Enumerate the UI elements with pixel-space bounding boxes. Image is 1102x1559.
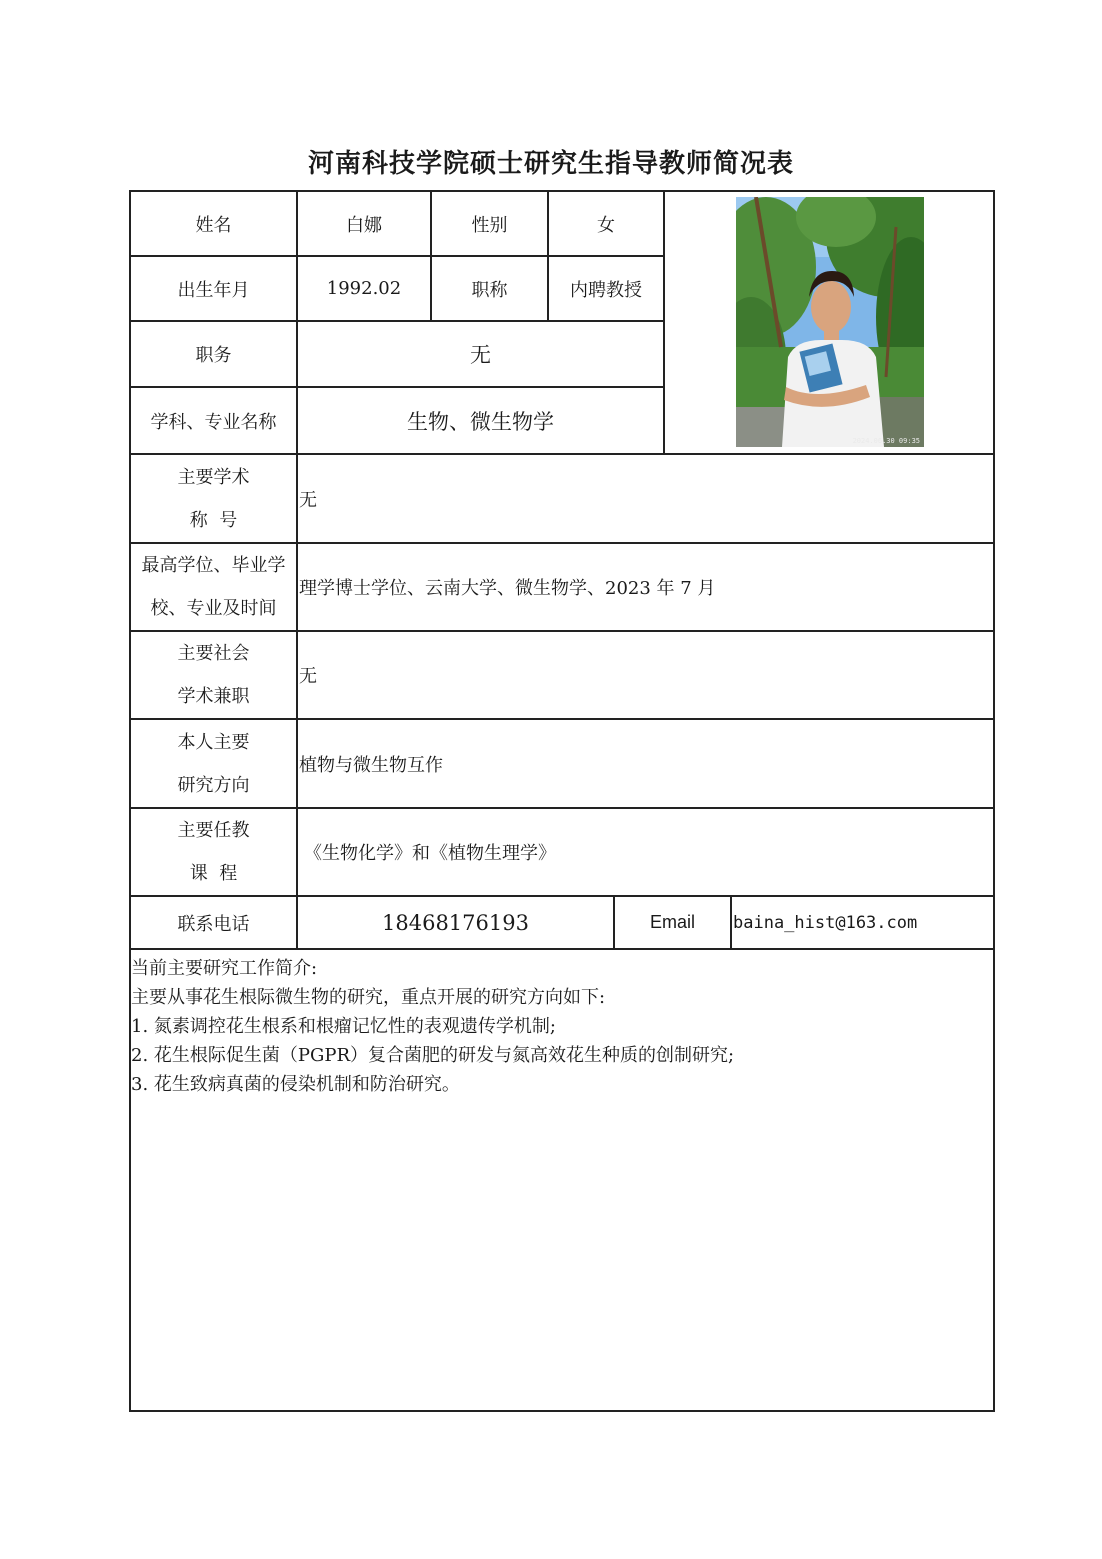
gender-value: 女 bbox=[549, 192, 665, 257]
research-direction-label-line2: 研究方向 bbox=[177, 774, 250, 796]
email-value: baina_hist@163.com bbox=[732, 897, 993, 950]
post-label: 职务 bbox=[131, 322, 298, 388]
social-role-label-line2: 学术兼职 bbox=[177, 686, 250, 707]
degree-label bbox=[131, 544, 298, 632]
phone-label: 联系电话 bbox=[131, 897, 298, 950]
phone-value: 18468176193 bbox=[298, 897, 615, 950]
name-label: 姓名 bbox=[131, 192, 298, 257]
gender-label: 性别 bbox=[432, 192, 549, 257]
photo-timestamp: 2024.06.30 09:35 bbox=[852, 437, 920, 445]
courses-label-line1: 主要任教 bbox=[177, 820, 250, 841]
degree-label-line2: 校、专业及时间 bbox=[150, 598, 277, 619]
academic-title-label bbox=[131, 455, 298, 544]
intro-item: 2. 花生根际促生菌（PGPR）复合菌肥的研发与氮高效花生种质的创制研究; bbox=[131, 1045, 735, 1066]
major-value: 生物、微生物学 bbox=[298, 388, 665, 455]
research-direction-label bbox=[131, 720, 298, 809]
birth-value: 1992.02 bbox=[298, 257, 432, 322]
courses-label bbox=[131, 809, 298, 897]
intro-heading: 当前主要研究工作简介: bbox=[131, 958, 318, 979]
degree-label-line1: 最高学位、毕业学 bbox=[141, 555, 286, 576]
email-label: Email bbox=[615, 897, 732, 950]
post-value: 无 bbox=[298, 322, 665, 388]
intro-lead: 主要从事花生根际微生物的研究，重点开展的研究方向如下: bbox=[131, 987, 606, 1008]
document-title: 河南科技学院硕士研究生指导教师简况表 bbox=[307, 149, 794, 179]
birth-label: 出生年月 bbox=[131, 257, 298, 322]
research-direction-value: 植物与微生物互作 bbox=[298, 720, 993, 809]
name-value: 白娜 bbox=[298, 192, 432, 257]
social-role-label-line1: 主要社会 bbox=[177, 643, 250, 664]
portrait-photo bbox=[736, 197, 924, 447]
academic-title-value: 无 bbox=[298, 455, 993, 544]
intro-item: 3. 花生致病真菌的侵染机制和防治研究。 bbox=[131, 1074, 460, 1095]
academic-title-label-line2: 称 号 bbox=[189, 509, 238, 531]
social-role-label bbox=[131, 632, 298, 720]
research-direction-label-line1: 本人主要 bbox=[177, 731, 250, 753]
degree-value: 理学博士学位、云南大学、微生物学、2023 年 7 月 bbox=[298, 544, 993, 632]
rank-label: 职称 bbox=[432, 257, 549, 322]
courses-label-line2: 课 程 bbox=[189, 863, 238, 884]
intro-item: 1. 氮素调控花生根系和根瘤记忆性的表观遗传学机制; bbox=[131, 1016, 556, 1037]
rank-value: 内聘教授 bbox=[549, 257, 665, 322]
research-intro bbox=[131, 954, 991, 1099]
academic-title-label-line1: 主要学术 bbox=[177, 466, 250, 488]
social-role-value: 无 bbox=[298, 632, 993, 720]
major-label: 学科、专业名称 bbox=[131, 388, 298, 455]
courses-value: 《生物化学》和《植物生理学》 bbox=[298, 809, 993, 897]
